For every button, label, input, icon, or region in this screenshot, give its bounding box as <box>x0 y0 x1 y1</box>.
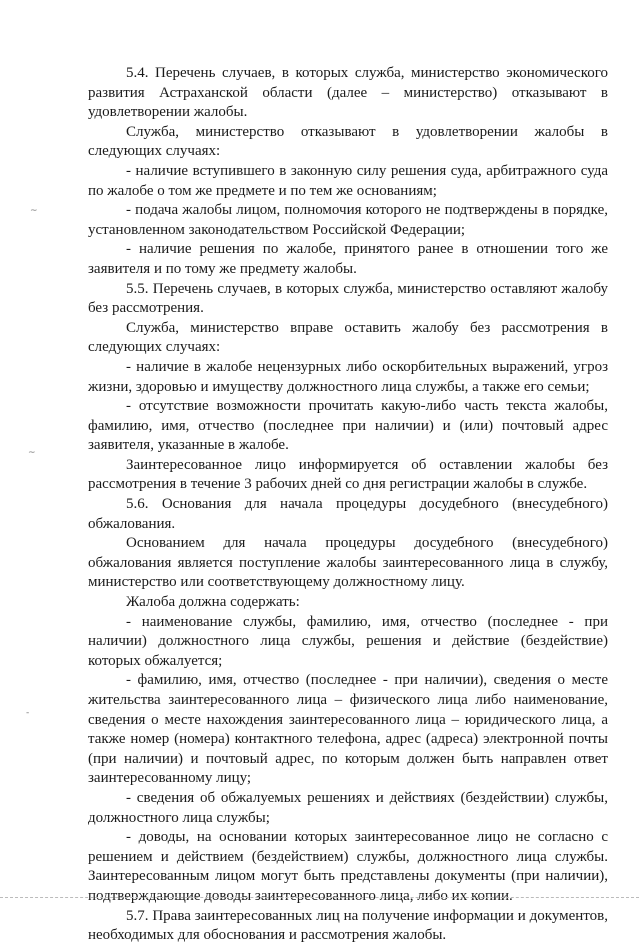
paragraph: - подача жалобы лицом, полномочия которого не подтверждены в порядке, установленном законодательством Российской Федерации; <box>88 202 608 238</box>
paragraph: - наличие в жалобе нецензурных либо оскорбительных выражений, угроз жизни, здоровью и имуществу должностного лица службы, а также его семьи; <box>88 358 608 395</box>
paragraph: - наличие решения по жалобе, принятого ранее в отношении того же заявителя и по тому же предмету жалобы. <box>88 241 608 277</box>
scan-mark: - <box>26 708 30 718</box>
paragraph: 5.4. Перечень случаев, в которых служба, министерство экономического развития Астраханской области (далее – министерство) отказывают в удовлетворении жалобы. <box>88 65 608 121</box>
document-body <box>88 64 608 946</box>
paragraph: 5.6. Основания для начала процедуры досудебного (внесудебного) обжалования. <box>88 496 608 532</box>
paragraph: Заинтересованное лицо информируется об оставлении жалобы без рассмотрения в течение 3 рабочих дней со дня регистрации жалобы в службе. <box>88 456 608 493</box>
paragraph: Основанием для начала процедуры досудебного (внесудебного) обжалования является поступление жалобы заинтересованного лица в службу, министерство или соответствующему должностному лицу. <box>88 535 608 591</box>
paragraph: - доводы, на основании которых заинтересованное лицо не согласно с решением и действием (бездействием) службы, должностного лица службы. Заинтересованным лицом могут быть представлены документы (при наличии), подтверждающие доводы заинтересованного лица, либо их копии. <box>88 829 608 904</box>
paragraph: - сведения об обжалуемых решениях и действиях (бездействии) службы, должностного лица службы; <box>88 789 608 826</box>
paragraph: 5.5. Перечень случаев, в которых служба, министерство оставляют жалобу без рассмотрения. <box>88 280 608 317</box>
paragraph: Служба, министерство отказывают в удовлетворении жалобы в следующих случаях: <box>88 123 608 160</box>
paragraph: - наличие вступившего в законную силу решения суда, арбитражного суда по жалобе о том же предмете и по тем же основаниям; <box>88 162 608 199</box>
page-bottom-edge <box>0 897 639 898</box>
paragraph: Служба, министерство вправе оставить жалобу без рассмотрения в следующих случаях: <box>88 319 608 356</box>
paragraph: 5.7. Права заинтересованных лиц на получение информации и документов, необходимых для обоснования и рассмотрения жалобы. <box>88 907 608 944</box>
scan-mark: ~ <box>30 206 38 216</box>
paragraph: Жалоба должна содержать: <box>126 594 300 611</box>
paragraph: - наименование службы, фамилию, имя, отчество (последнее - при наличии) должностного лица службы, решения и действие (бездействие) которых обжалуется; <box>88 613 608 669</box>
paragraph: - фамилию, имя, отчество (последнее - при наличии), сведения о месте жительства заинтересованного лица – физического лица либо наименование, сведения о месте нахождения заинтересованного лица – юридического лица, а также номер (номера) контактного телефона, адрес (адреса) электронной почты (при наличии) и почтовый адрес, по которым должен быть направлен ответ заинтересованному лицу; <box>88 672 608 787</box>
paragraph: - отсутствие возможности прочитать какую-либо часть текста жалобы, фамилию, имя, отчество (последнее при наличии) и (или) почтовый адрес заявителя, указанные в жалобе. <box>88 398 608 454</box>
scan-mark: ~ <box>28 448 36 458</box>
